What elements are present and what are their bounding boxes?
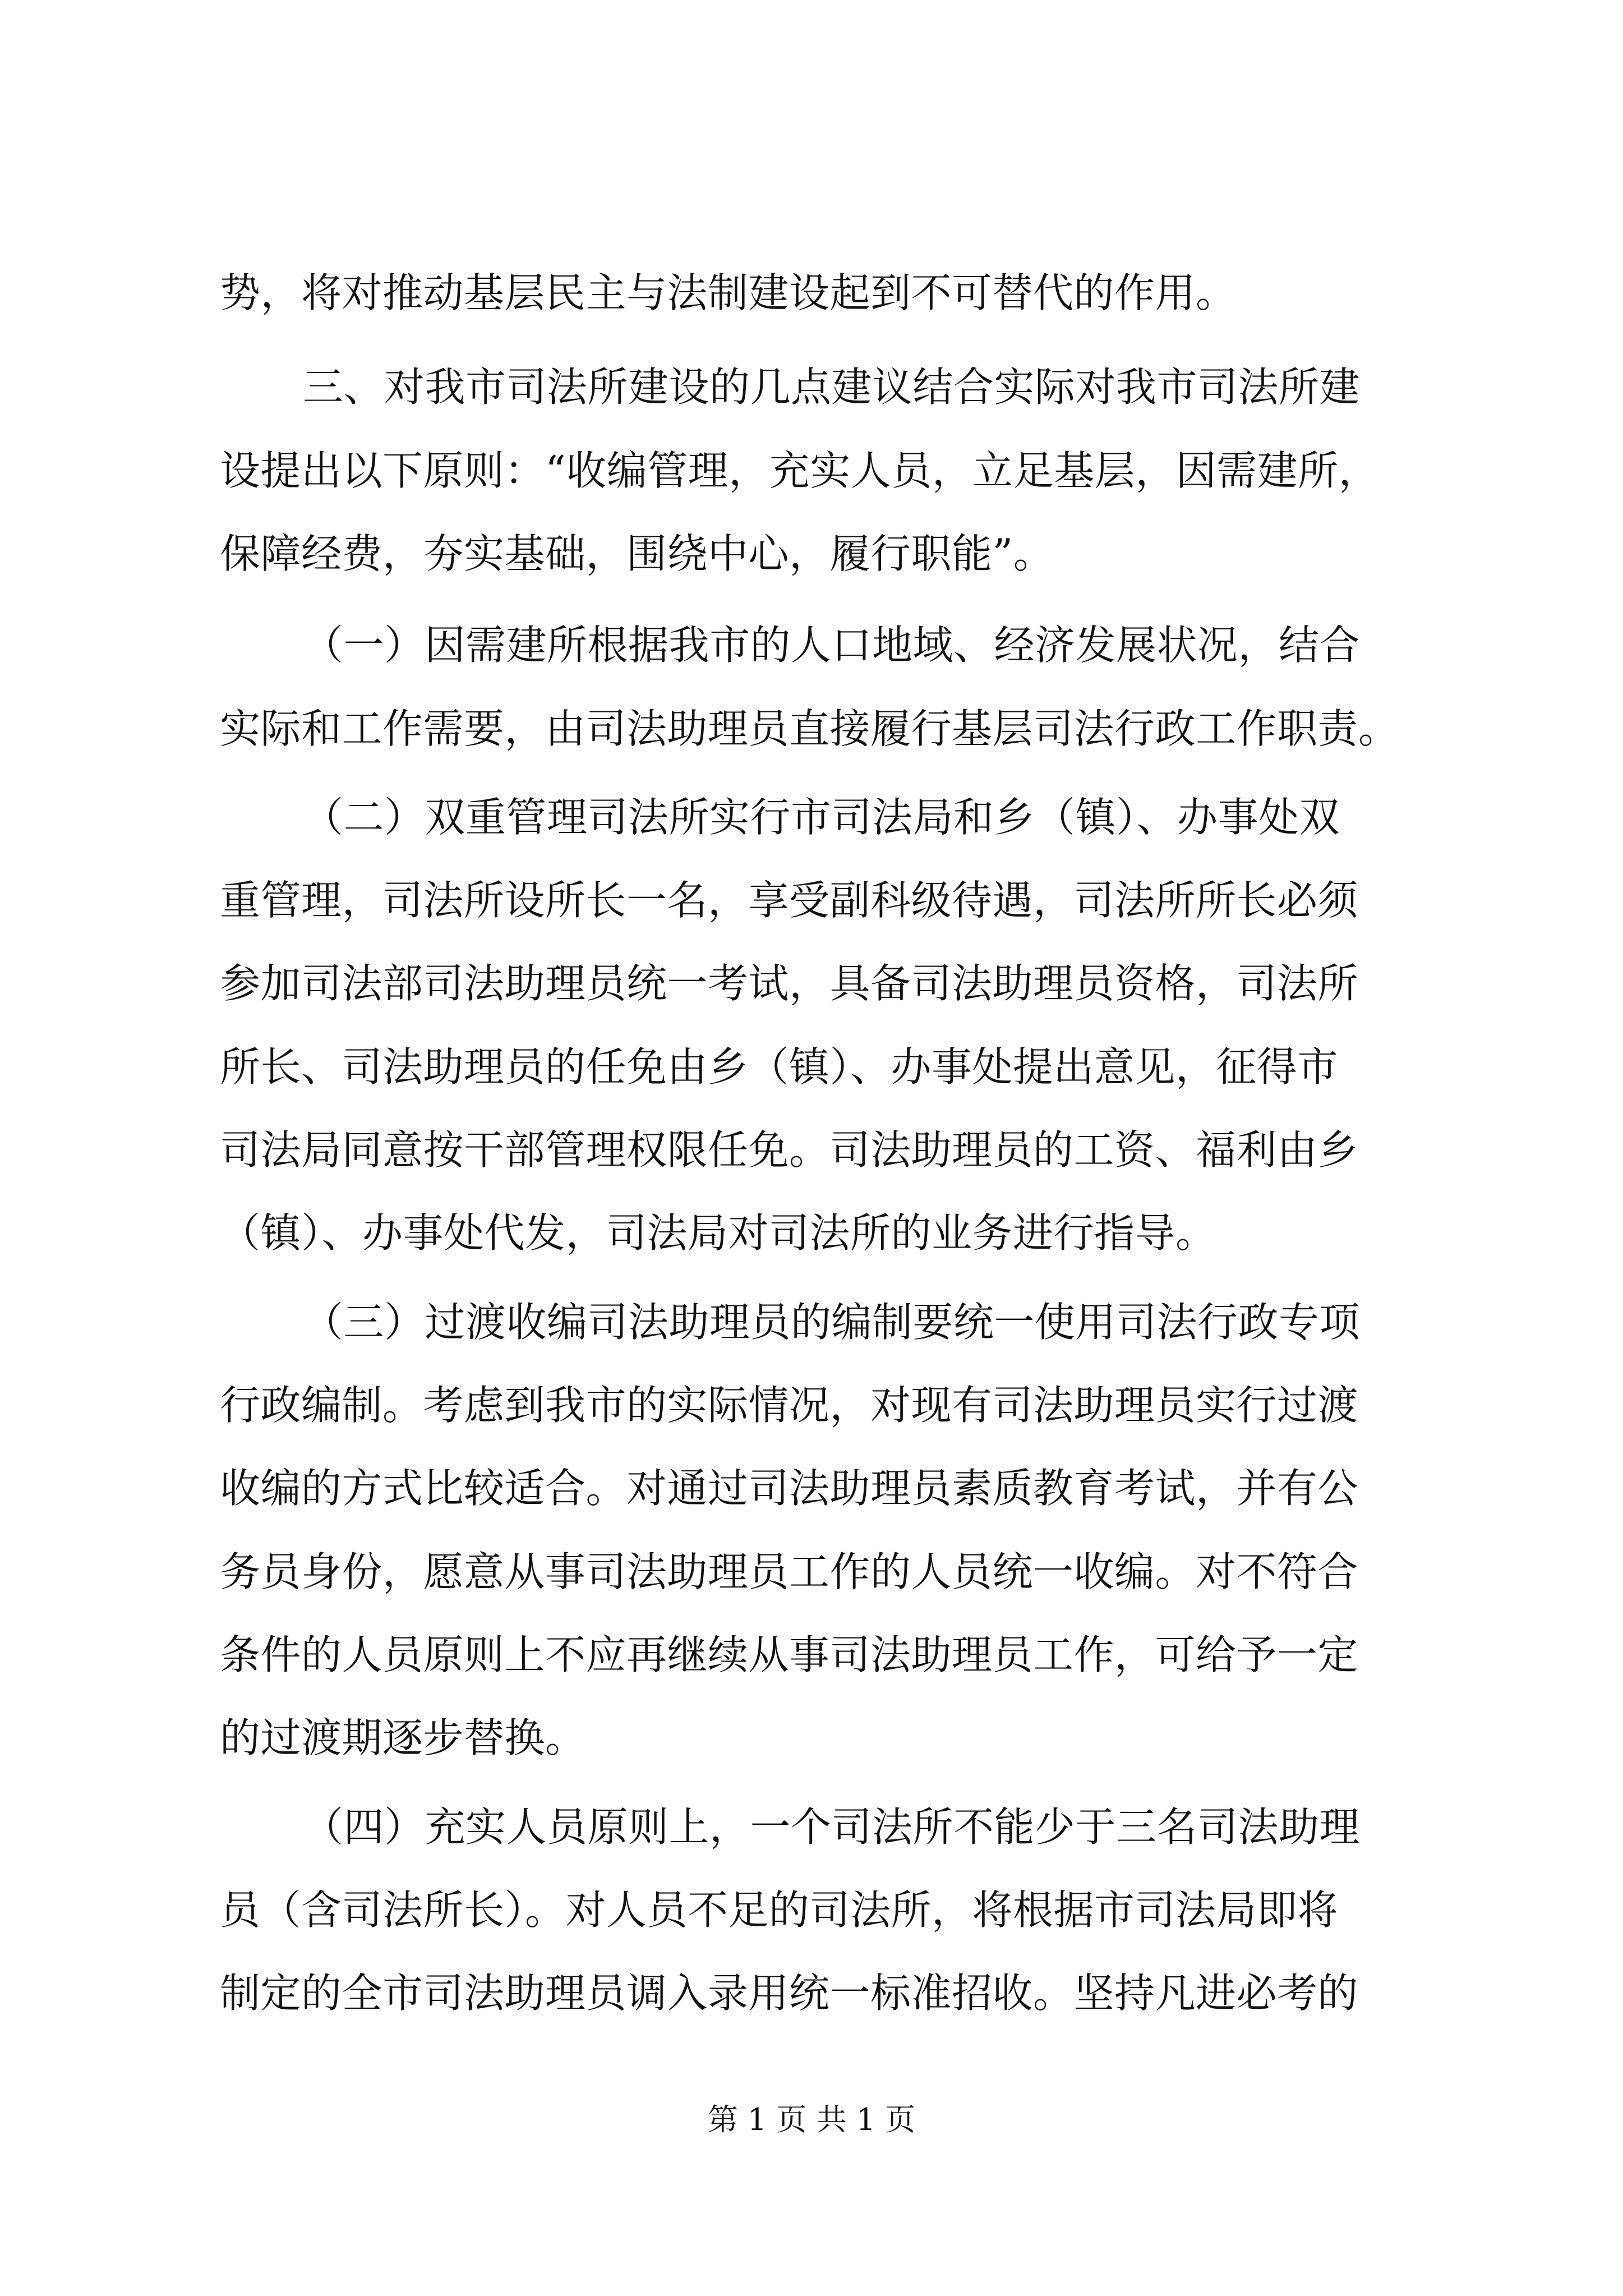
- text-line-10: 所长、司法助理员的任免由乡（镇）、办事处提出意见，征得市: [220, 1043, 1339, 1091]
- text-line-17: 条件的人员原则上不应再继续从事司法助理员工作，可给予一定: [220, 1631, 1359, 1678]
- text-line-18: 的过渡期逐步替换。: [220, 1714, 586, 1761]
- text-line-4: 保障经费，夯实基础，围绕中心，履行职能”。: [220, 530, 1054, 577]
- text-line-5: （一）因需建所根据我市的人口地域、经济发展状况，结合: [303, 622, 1361, 669]
- text-line-9: 参加司法部司法助理员统一考试，具备司法助理员资格，司法所: [220, 960, 1359, 1007]
- text-line-20: 员（含司法所长）。对人员不足的司法所，将根据市司法局即将: [220, 1887, 1339, 1934]
- text-line-14: 行政编制。考虑到我市的实际情况，对现有司法助理员实行过渡: [220, 1382, 1359, 1429]
- text-line-21: 制定的全市司法助理员调入录用统一标准招收。坚持凡进必考的: [220, 1970, 1359, 2017]
- text-line-19: （四）充实人员原则上，一个司法所不能少于三名司法助理: [303, 1803, 1361, 1851]
- text-line-6: 实际和工作需要，由司法助理员直接履行基层司法行政工作职责。: [220, 705, 1399, 752]
- text-line-12: （镇）、办事处代发，司法局对司法所的业务进行指导。: [220, 1209, 1216, 1257]
- text-line-2: 三、对我市司法所建设的几点建议结合实际对我市司法所建: [303, 364, 1361, 411]
- text-line-7: （二）双重管理司法所实行市司法局和乡（镇）、办事处双: [303, 794, 1340, 841]
- page-footer: 第 1 页 共 1 页: [707, 2102, 916, 2137]
- text-line-15: 收编的方式比较适合。对通过司法助理员素质教育考试，并有公: [220, 1465, 1359, 1512]
- text-line-13: （三）过渡收编司法助理员的编制要统一使用司法行政专项: [303, 1299, 1361, 1346]
- text-line-16: 务员身份，愿意从事司法助理员工作的人员统一收编。对不符合: [220, 1548, 1359, 1595]
- text-line-3: 设提出以下原则：“收编管理，充实人员，立足基层，因需建所，: [220, 447, 1380, 494]
- text-line-1: 势，将对推动基层民主与法制建设起到不可替代的作用。: [220, 269, 1237, 316]
- text-line-8: 重管理，司法所设所长一名，享受副科级待遇，司法所所长必须: [220, 877, 1359, 924]
- text-line-11: 司法局同意按干部管理权限任免。司法助理员的工资、福利由乡: [220, 1126, 1359, 1174]
